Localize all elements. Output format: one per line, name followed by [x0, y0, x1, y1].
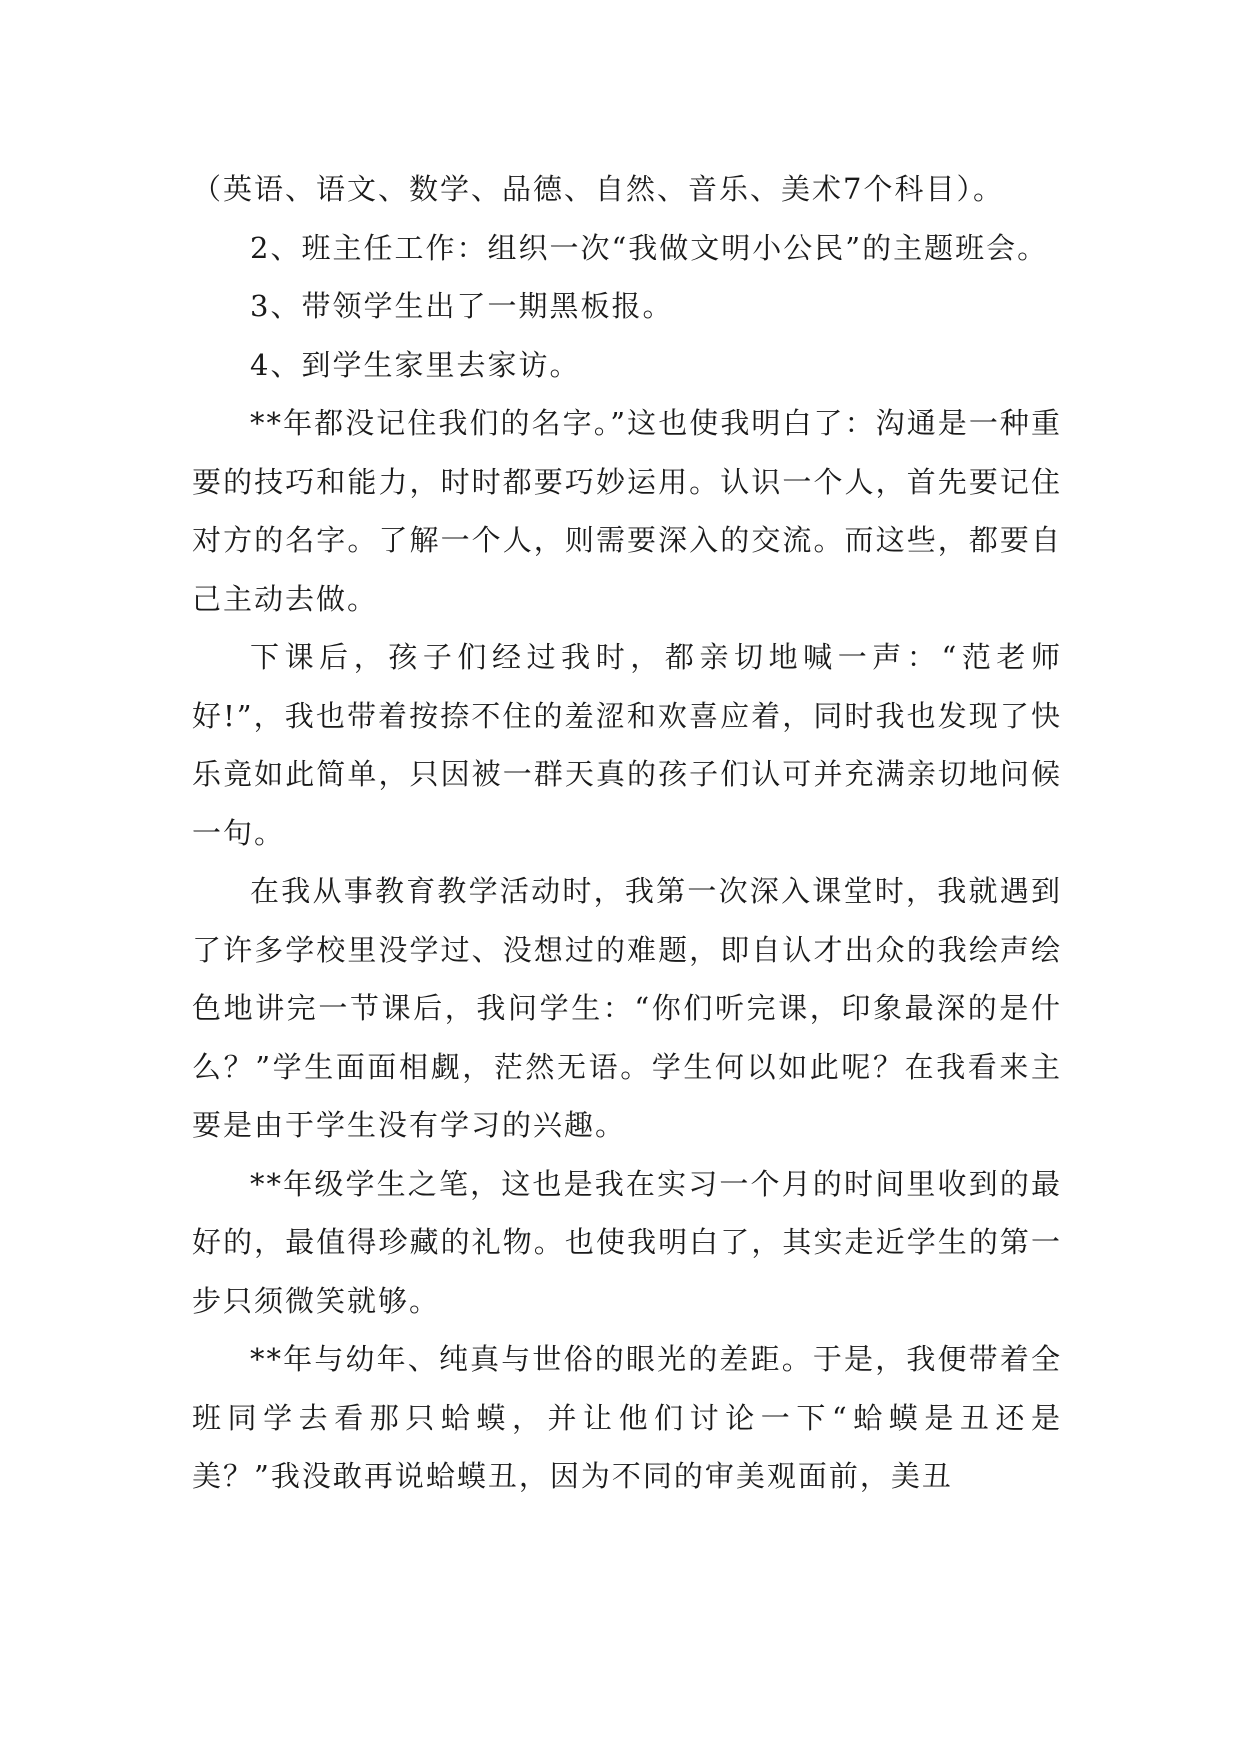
paragraph-1: （英语、语文、数学、品德、自然、音乐、美术7个科目）。 — [192, 172, 1004, 206]
paragraph-7: 在我从事教育教学活动时，我第一次深入课堂时，我就遇到了许多学校里没学过、没想过的难题，即自认才出众的我绘声绘色地讲完一节课后，我问学生：“你们听完课，印象最深的是什么？”学生面面相觑，茫然无语。学生何以如此呢？在我看来主要是由于学生没有学习的兴趣。 — [192, 874, 1062, 1142]
paragraph-6: 下课后，孩子们经过我时，都亲切地喊一声：“范老师好!”，我也带着按捺不住的羞涩和欢喜应着，同时我也发现了快乐竟如此简单，只因被一群天真的孩子们认可并充满亲切地问候一句。 — [192, 640, 1062, 850]
paragraph-9: **年与幼年、纯真与世俗的眼光的差距。于是，我便带着全班同学去看那只蛤蟆，并让他们讨论一下“蛤蟆是丑还是美？”我没敢再说蛤蟆丑，因为不同的审美观面前，美丑 — [192, 1342, 1062, 1493]
paragraph-4: 4、到学生家里去家访。 — [250, 347, 581, 382]
paragraph-3: 3、带领学生出了一期黑板报。 — [250, 289, 674, 323]
document-body — [192, 160, 1062, 1506]
paragraph-5: **年都没记住我们的名字。”这也使我明白了：沟通是一种重要的技巧和能力，时时都要巧妙运用。认识一个人，首先要记住对方的名字。了解一个人，则需要深入的交流。而这些，都要自己主动去做。 — [192, 406, 1062, 616]
paragraph-8: **年级学生之笔，这也是我在实习一个月的时间里收到的最好的，最值得珍藏的礼物。也使我明白了，其实走近学生的第一步只须微笑就够。 — [192, 1166, 1062, 1318]
paragraph-2: 2、班主任工作：组织一次“我做文明小公民”的主题班会。 — [250, 230, 1049, 265]
